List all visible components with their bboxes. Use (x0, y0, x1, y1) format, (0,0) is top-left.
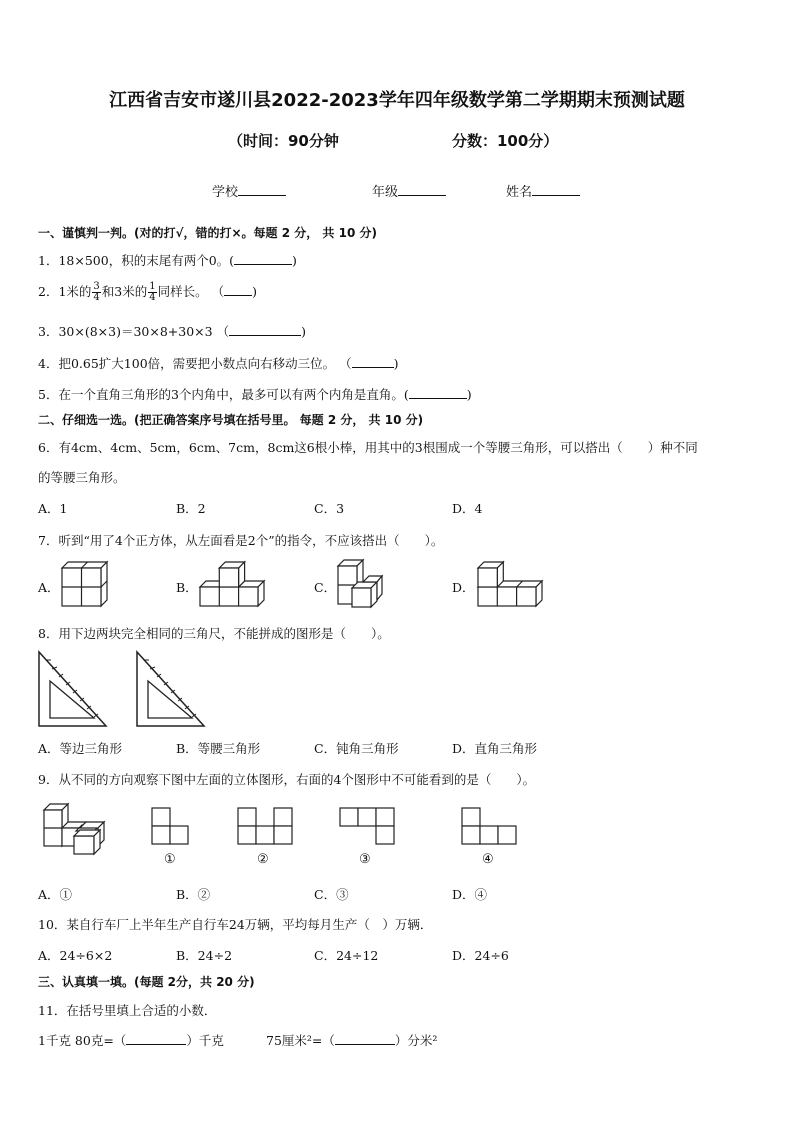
answer-blank-1[interactable] (234, 252, 292, 265)
q7-figure-a-cubes (56, 560, 112, 610)
answer-blank-5[interactable] (409, 386, 467, 399)
q9-view-3 (338, 806, 396, 846)
school-field[interactable] (212, 181, 286, 200)
q10-option-d[interactable]: D．24÷6 (452, 948, 509, 963)
q9-label-3: ③ (359, 852, 371, 867)
q6-option-c[interactable]: C．3 (314, 501, 345, 516)
question-5: 5．在一个直角三角形的3个内角中，最多可以有两个内角是直角。( ) (38, 387, 472, 402)
exam-score: 分数：100分） (452, 132, 559, 150)
q8-option-b[interactable]: B．等腰三角形 (176, 741, 261, 756)
q7-option-c[interactable]: C． (314, 580, 337, 595)
answer-blank-11a[interactable] (126, 1032, 186, 1045)
question-10: 10．某自行车厂上半年生产自行车24万辆，平均每月生产（ ）万辆． (38, 917, 433, 932)
name-label: 姓名 (506, 185, 533, 200)
question-6-line2: 的等腰三角形。 (38, 470, 126, 485)
q8-option-d[interactable]: D．直角三角形 (452, 741, 538, 756)
q7-option-a[interactable]: A． (38, 580, 60, 595)
name-field[interactable] (506, 181, 580, 200)
q9-option-c[interactable]: C．③ (314, 887, 349, 902)
q7-option-d[interactable]: D． (452, 580, 475, 595)
q8-option-c[interactable]: C．钝角三角形 (314, 741, 399, 756)
question-11-part-a: 1千克 80克=（ ）千克 (38, 1033, 224, 1048)
q7-option-b[interactable]: B． (176, 580, 198, 595)
page-title: 江西省吉安市遂川县2022-2023学年四年级数学第二学期期末预测试题 (109, 90, 685, 111)
school-label: 学校 (212, 185, 239, 200)
answer-blank-11b[interactable] (335, 1032, 395, 1045)
fraction-three-quarters: $\frac{3}{4}$ (93, 281, 100, 303)
q9-option-d[interactable]: D．④ (452, 887, 488, 902)
q10-option-a[interactable]: A．24÷6×2 (38, 948, 113, 963)
q8-option-a[interactable]: A．等边三角形 (38, 741, 123, 756)
q9-option-a[interactable]: A．① (38, 887, 73, 902)
grade-label: 年级 (372, 185, 399, 200)
q7-figure-c-cubes (334, 558, 386, 612)
question-1: 1．18×500，积的末尾有两个0。( ) (38, 253, 297, 268)
q7-figure-b-cubes (196, 560, 268, 610)
section1-heading: 一、谨慎判一判。(对的打√，错的打×。每题 2 分， 共 10 分) (38, 226, 377, 240)
question-4: 4．把0.65扩大100倍，需要把小数点向右移动三位。 （ ) (38, 356, 399, 371)
q9-option-b[interactable]: B．② (176, 887, 211, 902)
q10-option-b[interactable]: B．24÷2 (176, 948, 233, 963)
fraction-one-quarter: $\frac{1}{4}$ (149, 281, 156, 303)
section2-heading: 二、仔细选一选。(把正确答案序号填在括号里。 每题 2 分， 共 10 分) (38, 413, 424, 427)
question-3: 3．30×(8×3)＝30×8+30×3 （ ) (38, 324, 306, 339)
question-7: 7．听到“用了4个正方体，从左面看是2个”的指令，不应该搭出（ ）。 (38, 533, 444, 548)
q9-label-4: ④ (482, 852, 494, 867)
school-blank[interactable] (238, 183, 286, 196)
question-11-part-b: 75厘米²=（ ）分米² (266, 1033, 438, 1048)
set-square-icon-1 (38, 650, 108, 728)
exam-time: （时间：90分钟 (228, 132, 339, 150)
q7-figure-d-cubes (474, 560, 546, 610)
q9-view-2 (236, 806, 294, 846)
question-11: 11．在括号里填上合适的小数． (38, 1003, 217, 1018)
question-9: 9．从不同的方向观察下图中左面的立体图形，右面的4个图形中不可能看到的是（ ）。 (38, 772, 536, 787)
q9-solid-figure-cubes (42, 800, 110, 858)
grade-field[interactable] (372, 181, 446, 200)
answer-blank-4[interactable] (352, 355, 394, 368)
grade-blank[interactable] (398, 183, 446, 196)
question-8: 8．用下边两块完全相同的三角尺，不能拼成的图形是（ ）。 (38, 626, 390, 641)
q6-option-d[interactable]: D．4 (452, 501, 483, 516)
question-2: 2．1米的 $\frac{3}{4}$ 和3米的 $\frac{1}{4}$ 同样长。 （ ) (38, 281, 257, 303)
q9-label-2: ② (257, 852, 269, 867)
answer-blank-3[interactable] (229, 323, 301, 336)
set-square-icon-2 (136, 650, 206, 728)
q9-view-1 (150, 806, 190, 846)
q6-option-b[interactable]: B．2 (176, 501, 206, 516)
section3-heading: 三、认真填一填。(每题 2分，共 20 分) (38, 975, 255, 989)
q9-view-4 (460, 806, 520, 846)
q6-option-a[interactable]: A．1 (38, 501, 68, 516)
question-6-line1: 6．有4cm、4cm、5cm，6cm、7cm，8cm这6根小棒，用其中的3根围成一个等腰三角形，可以搭出（ ）种不同 (38, 440, 698, 455)
name-blank[interactable] (532, 183, 580, 196)
answer-blank-2[interactable] (224, 283, 252, 296)
q9-label-1: ① (164, 852, 176, 867)
q10-option-c[interactable]: C．24÷12 (314, 948, 379, 963)
